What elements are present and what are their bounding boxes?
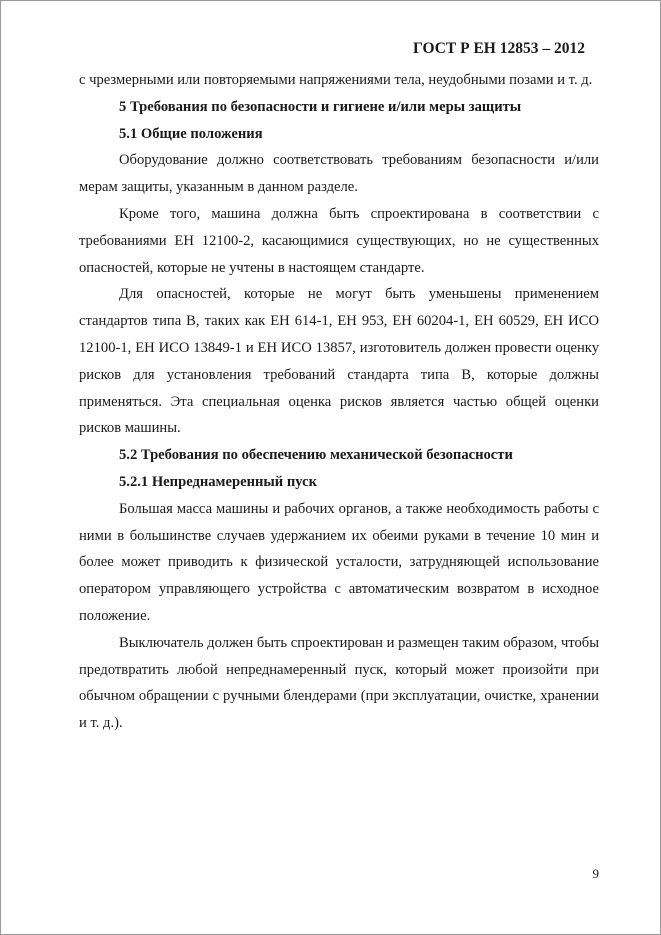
paragraph-fatigue: Большая масса машины и рабочих органов, а также необходимость работы с ними в большинстве случаев удержанием их обеими руками в течение 10 мин и более может приводить к физической усталости, затрудняющей использование оператором управляющего устройства с автоматическим возвратом в исходное положение. bbox=[79, 500, 599, 624]
section-heading-5: 5 Требования по безопасности и гигиене и/или меры защиты bbox=[119, 98, 522, 115]
section-heading-5-1: 5.1 Общие положения bbox=[119, 125, 263, 142]
document-body bbox=[79, 67, 599, 737]
paragraph-switch-design: Выключатель должен быть спроектирован и размещен таким образом, чтобы предотвратить любой непреднамеренный пуск, который может произойти при обычном обращении с ручными блендерами (при эксплуатации, очистке, хранении и т. д.). bbox=[79, 634, 599, 732]
section-heading-5-2: 5.2 Требования по обеспечению механической безопасности bbox=[119, 447, 513, 464]
paragraph-continuation: с чрезмерными или повторяемыми напряжениями тела, неудобными позами и т. д. bbox=[79, 72, 593, 88]
section-heading-5-2-1: 5.2.1 Непреднамеренный пуск bbox=[119, 473, 317, 490]
paragraph-equipment-requirements: Оборудование должно соответствовать требованиям безопасности и/или мерам защиты, указанным в данном разделе. bbox=[79, 152, 599, 196]
paragraph-risk-assessment: Для опасностей, которые не могут быть уменьшены применением стандартов типа В, таких как ЕН 614-1, ЕН 953, ЕН 60204-1, ЕН 60529, ЕН ИСО 12100-1, ЕН ИСО 13849-1 и ЕН ИСО 13857, изготовитель должен провести оценку рисков для установления требований стандарта типа В, которые должны применяться. Эта специальная оценка рисков является частью общей оценки рисков машины. bbox=[79, 286, 599, 437]
page-number: 9 bbox=[592, 866, 599, 881]
paragraph-machine-design: Кроме того, машина должна быть спроектирована в соответствии с требованиями ЕН 12100-2, касающимися существующих, но не существенных опасностей, которые не учтены в настоящем стандарте. bbox=[79, 205, 599, 276]
document-code-header: ГОСТ Р ЕН 12853 – 2012 bbox=[413, 40, 585, 57]
